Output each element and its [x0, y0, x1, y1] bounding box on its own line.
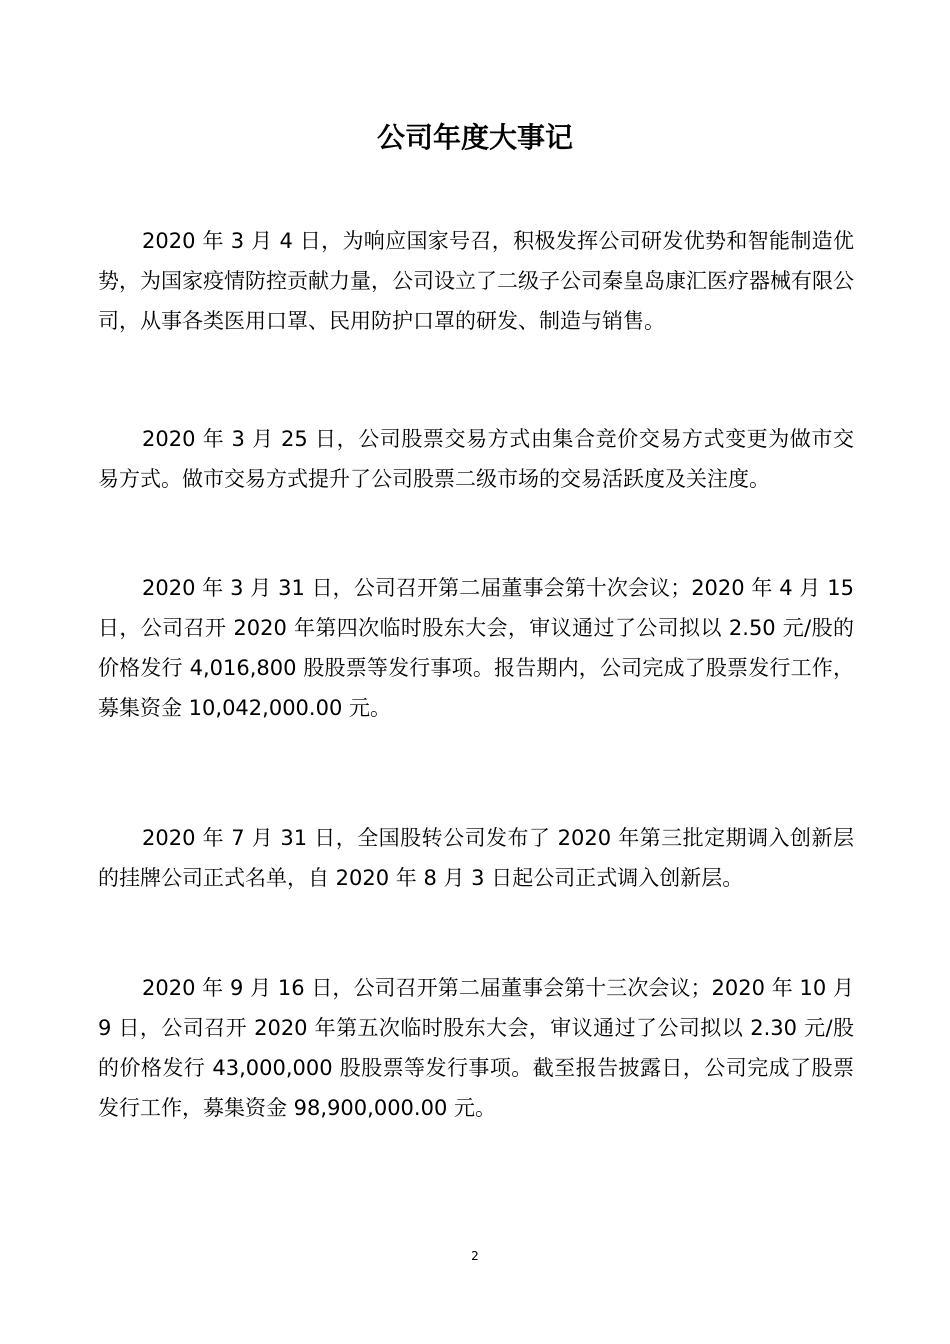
event-paragraph: 2020 年 3 月 31 日，公司召开第二届董事会第十次会议；2020 年 4 月 15 日，公司召开 2020 年第四次临时股东大会，审议通过了公司拟以 2.50 元/股的价格发行 4,016,800 股股票等发行事项。报告期内，公司完成了股票发行工作，募集资金 10,042,000.00 元。: [98, 576, 854, 720]
event-paragraph: 2020 年 7 月 31 日，全国股转公司发布了 2020 年第三批定期调入创新层的挂牌公司正式名单，自 2020 年 8 月 3 日起公司正式调入创新层。: [98, 826, 854, 890]
event-paragraph: 2020 年 3 月 4 日，为响应国家号召，积极发挥公司研发优势和智能制造优势，为国家疫情防控贡献力量，公司设立了二级子公司秦皇岛康汇医疗器械有限公司，从事各类医用口罩、民用防护口罩的研发、制造与销售。: [98, 229, 854, 333]
page-title: 公司年度大事记: [376, 121, 573, 154]
event-paragraph: 2020 年 9 月 16 日，公司召开第二届董事会第十三次会议；2020 年 10 月 9 日，公司召开 2020 年第五次临时股东大会，审议通过了公司拟以 2.30 元/股的价格发行 43,000,000 股股票等发行事项。截至报告披露日，公司完成了股票发行工作，募集资金 98,900,000.00 元。: [98, 976, 854, 1120]
event-paragraph: 2020 年 3 月 25 日，公司股票交易方式由集合竞价交易方式变更为做市交易方式。做市交易方式提升了公司股票二级市场的交易活跃度及关注度。: [98, 427, 854, 491]
page-number: 2: [471, 1249, 479, 1263]
